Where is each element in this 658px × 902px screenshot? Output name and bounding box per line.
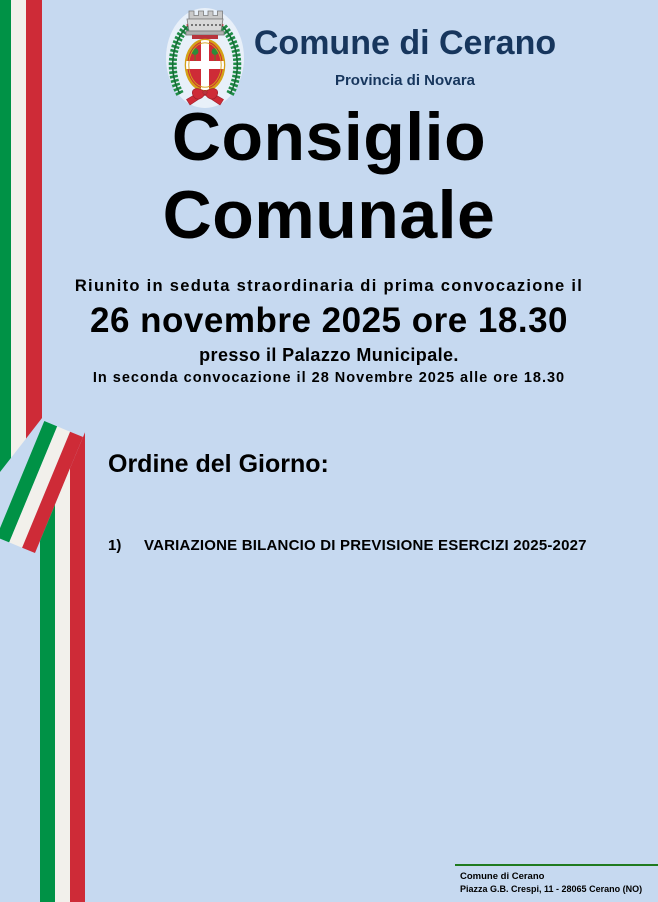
- footer-rule: [455, 864, 658, 866]
- convocation-datetime: 26 novembre 2025 ore 18.30: [89, 301, 568, 340]
- header: [240, 24, 570, 90]
- agenda-heading: Ordine del Giorno:: [108, 450, 329, 478]
- page-title: [0, 98, 658, 254]
- footer: [460, 870, 642, 895]
- province-name: Provincia di Novara: [334, 72, 476, 89]
- convocation-second-call: In seconda convocazione il 28 Novembre 2025 alle ore 18.30: [92, 370, 566, 386]
- municipal-coat-of-arms-icon: [165, 4, 245, 108]
- municipality-name: Comune di Cerano: [253, 24, 557, 62]
- agenda-item: [108, 537, 587, 554]
- page-title-line1: Consiglio: [171, 99, 487, 175]
- convocation-intro: Riunito in seduta straordinaria di prima convocazione il: [74, 277, 584, 295]
- footer-municipality-name: Comune di Cerano: [460, 871, 545, 882]
- agenda-item-text: VARIAZIONE BILANCIO DI PREVISIONE ESERCIZI 2025-2027: [144, 537, 587, 554]
- footer-address: Piazza G.B. Crespi, 11 - 28065 Cerano (NO): [460, 884, 643, 894]
- convocation-venue: presso il Palazzo Municipale.: [199, 345, 459, 365]
- agenda-item-number: 1): [108, 537, 122, 554]
- page-title-line2: Comunale: [162, 177, 496, 253]
